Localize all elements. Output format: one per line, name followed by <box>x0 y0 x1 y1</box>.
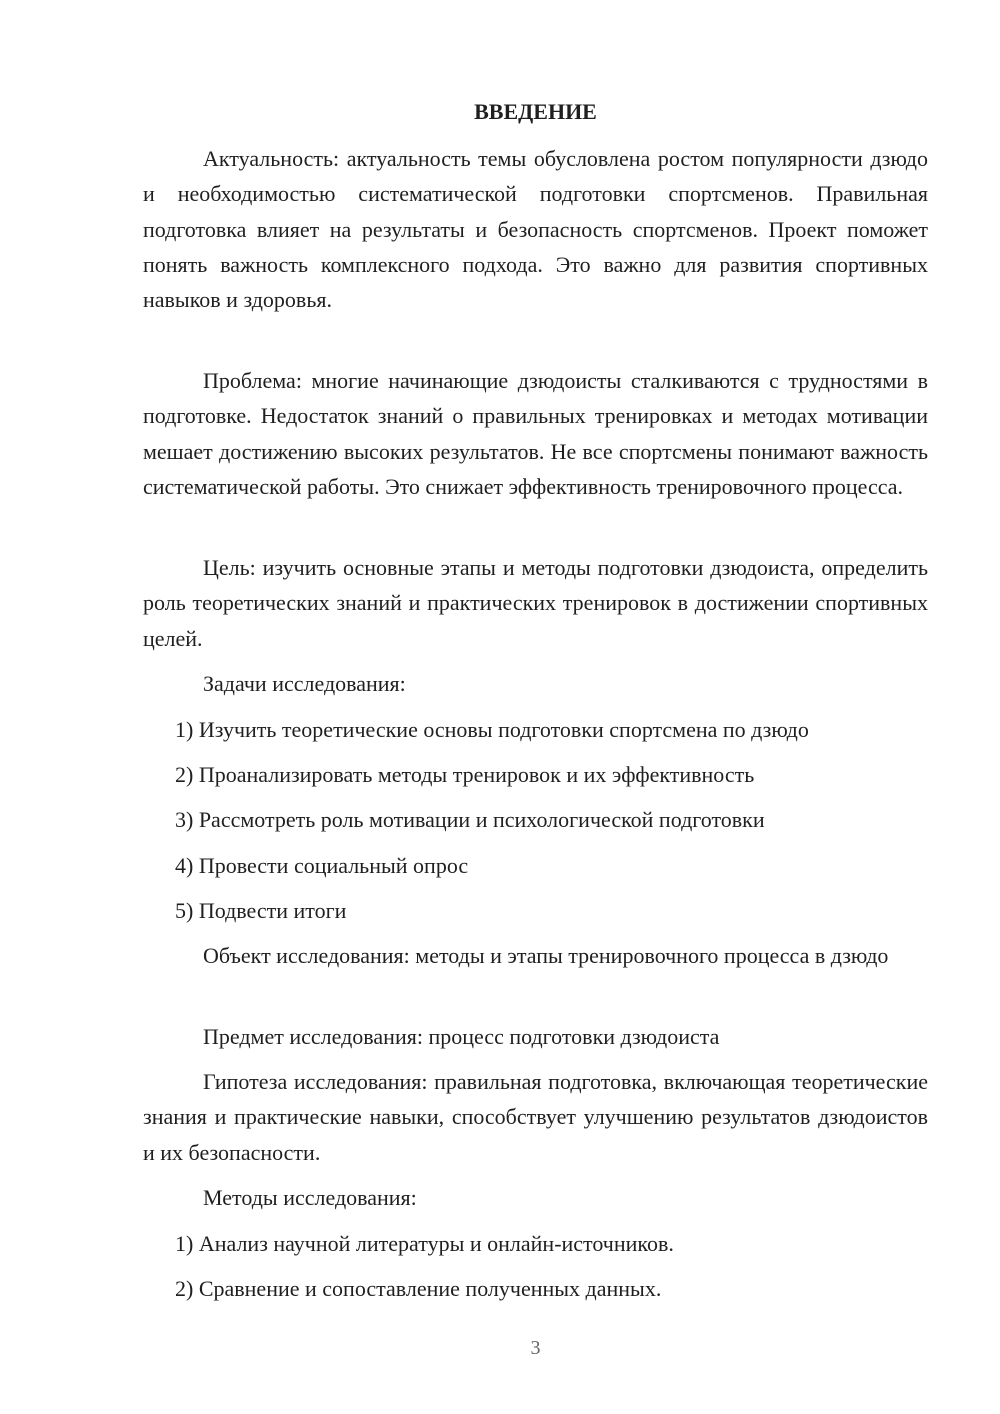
paragraph-problem: Проблема: многие начинающие дзюдоисты сталкиваются с трудностями в подготовке. Недостаток знаний о правильных тренировках и методах мотивации мешает достижению высоких результатов. Не все спортсмены понимают важность систематической работы. Это снижает эффективность тренировочного процесса. <box>143 368 928 499</box>
method-item-1: 1) Анализ научной литературы и онлайн-источников. <box>175 1231 674 1256</box>
page-number: 3 <box>530 1337 541 1359</box>
paragraph-hypothesis: Гипотеза исследования: правильная подготовка, включающая теоретические знания и практические навыки, способствует улучшению результатов дзюдоистов и их безопасности. <box>143 1069 928 1165</box>
method-item-2: 2) Сравнение и сопоставление полученных данных. <box>175 1276 662 1301</box>
document-page <box>143 0 928 1414</box>
task-item-5: 5) Подвести итоги <box>175 898 347 923</box>
paragraph-goal: Цель: изучить основные этапы и методы подготовки дзюдоиста, определить роль теоретических знаний и практических тренировок в достижении спортивных целей. <box>143 555 928 651</box>
task-item-4: 4) Провести социальный опрос <box>175 853 469 878</box>
task-item-1: 1) Изучить теоретические основы подготовки спортсмена по дзюдо <box>175 717 809 742</box>
page-title: ВВЕДЕНИЕ <box>474 99 597 124</box>
paragraph-object: Объект исследования: методы и этапы тренировочного процесса в дзюдо <box>203 943 889 968</box>
paragraph-actuality: Актуальность: актуальность темы обусловлена ростом популярности дзюдо и необходимостью систематической подготовки спортсменов. Правильная подготовка влияет на результаты и безопасность спортсменов. Проект поможет понять важность комплексного подхода. Это важно для развития спортивных навыков и здоровья. <box>143 146 928 313</box>
task-item-3: 3) Рассмотреть роль мотивации и психологической подготовки <box>175 807 765 832</box>
paragraph-subject: Предмет исследования: процесс подготовки дзюдоиста <box>203 1024 720 1049</box>
tasks-heading: Задачи исследования: <box>203 671 406 696</box>
methods-heading: Методы исследования: <box>203 1185 417 1210</box>
task-item-2: 2) Проанализировать методы тренировок и их эффективность <box>175 762 755 787</box>
